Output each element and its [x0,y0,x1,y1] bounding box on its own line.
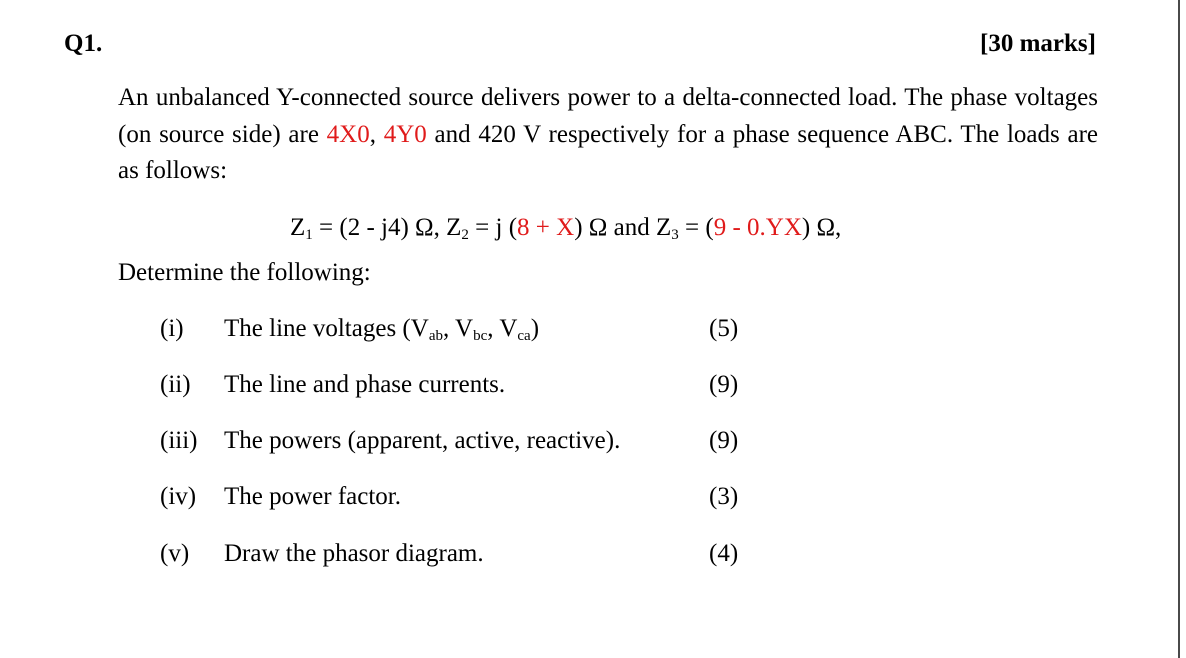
task-marks-3: (9) [709,427,739,454]
z2-value-start: = j ( [468,214,518,241]
task-number: (i) [160,315,184,342]
task-number: (v) [160,540,190,567]
z1-subscript: 1 [305,227,313,243]
statement-sep: , [369,120,384,148]
task-text: The line voltages (V [224,315,429,342]
z1-symbol: Z [290,214,306,241]
task-text: The power factor. [224,483,402,510]
statement-text-2: and 420 V respectively for a phase sequence ABC. The loads are as follows: [118,120,1099,184]
z1-value: = (2 - j4) Ω, [312,214,447,241]
z3-symbol: Z [655,214,672,241]
task-text-sep: , V [442,315,474,342]
task-item-2 [160,371,505,399]
z3-subscript: 3 [671,227,679,243]
task-text: Draw the phasor diagram. [224,540,484,567]
load-impedances [290,214,841,244]
page-edge-rule [1178,0,1180,658]
task-text: The line and phase currents. [224,371,506,398]
task-item-5 [160,540,484,568]
statement-text-1: An unbalanced Y-connected source delivers power to a delta-connected load. The phase voltages (on source side) are [118,84,1098,148]
problem-statement [118,80,1098,190]
total-marks: [30 marks] [980,30,1096,57]
z3-variable-part: 9 - 0.YX [713,214,802,241]
z3-value-start: = ( [678,214,714,241]
vca-subscript: ca [517,328,531,344]
z2-subscript: 2 [461,227,469,243]
z2-value-end: ) Ω and [574,214,656,241]
task-text-sep: , V [487,315,518,342]
vbc-subscript: bc [473,328,488,344]
task-marks-5: (4) [709,540,739,567]
task-text-end: ) [530,315,540,342]
task-number: (ii) [160,371,191,398]
task-marks-4: (3) [709,483,739,510]
task-number: (iii) [160,427,198,454]
task-text: The powers (apparent, active, reactive). [224,427,621,454]
task-item-3 [160,427,620,455]
z2-symbol: Z [446,214,462,241]
task-number: (iv) [160,483,197,510]
vab-subscript: ab [428,328,443,344]
task-marks-1: (5) [709,315,739,342]
task-item-4 [160,483,401,511]
question-number: Q1. [64,30,103,57]
task-marks-2: (9) [709,371,739,398]
task-item-1 [160,315,539,345]
z3-value-end: ) Ω, [801,214,842,241]
instruction-heading: Determine the following: [118,259,371,286]
z2-variable-part: 8 + X [517,214,575,241]
voltage-value-1: 4X0 [326,120,370,148]
voltage-value-2: 4Y0 [383,120,427,148]
